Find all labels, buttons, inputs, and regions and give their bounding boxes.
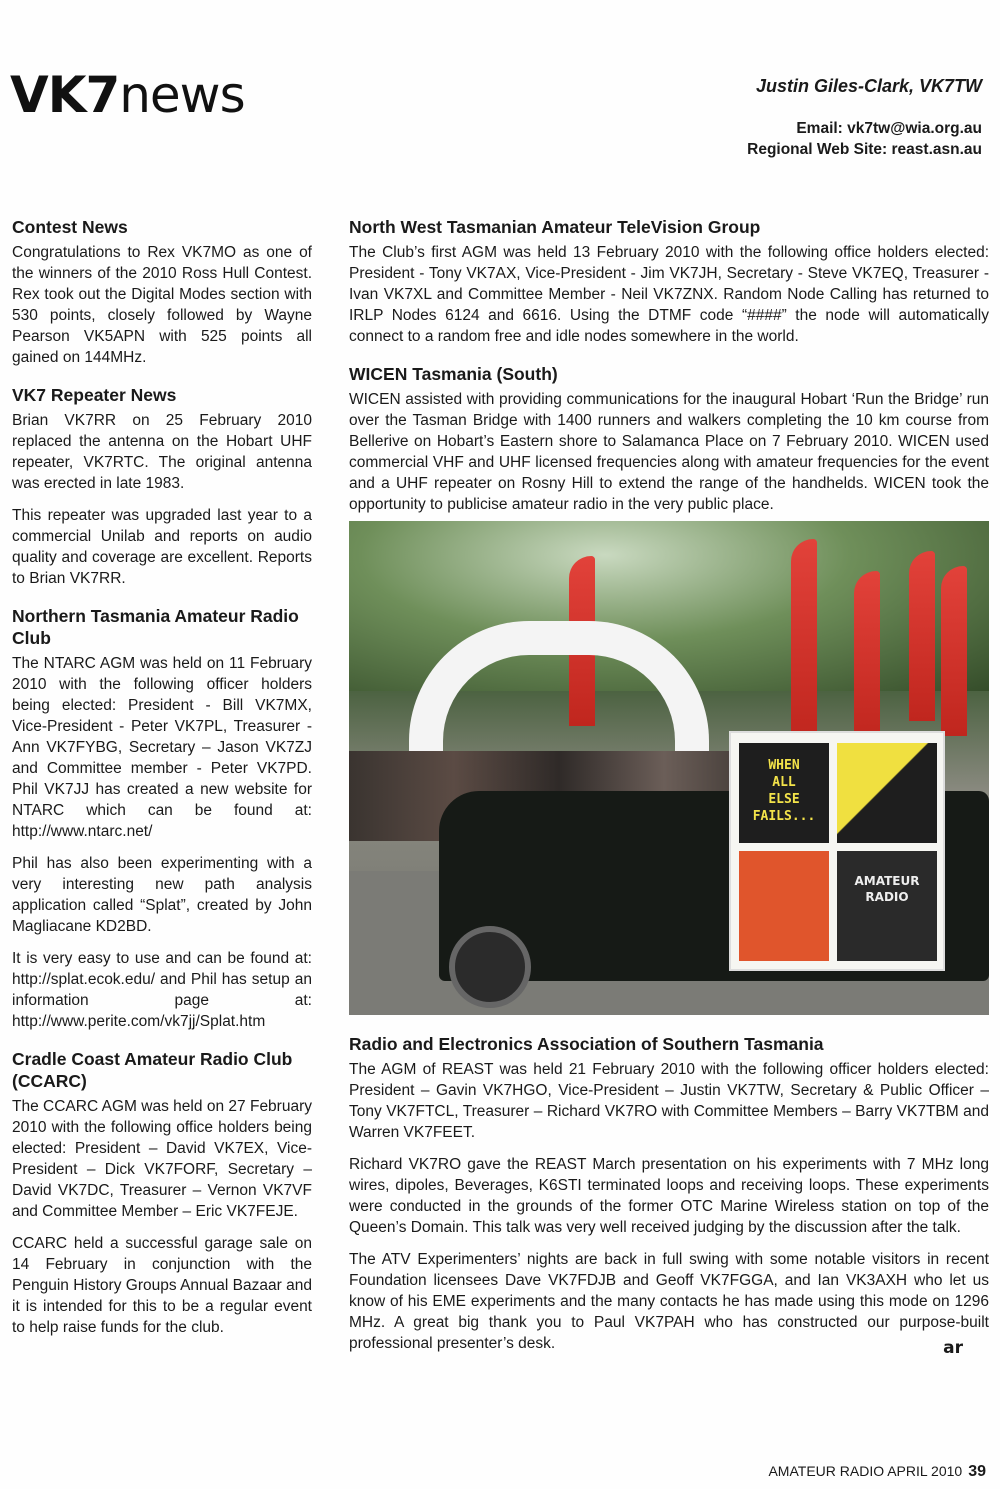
masthead-title-light: news (119, 66, 245, 124)
section-ccarc (12, 1048, 312, 1338)
right-column (349, 216, 989, 1370)
photo-amateur-radio-sign (729, 731, 945, 971)
page-footer (768, 1463, 986, 1481)
section-contest-news (12, 216, 312, 368)
paragraph: Congratulations to Rex VK7MO as one of the winners of the 2010 Ross Hull Contest. Rex took out the Digital Modes section with 530 points, closely followed by Wayne Pearson VK5APN with 525 points all gained on 144MHz. (12, 244, 312, 366)
photo-flag (854, 571, 880, 741)
author-byline: Justin Giles-Clark, VK7TW (755, 76, 982, 96)
section-heading: North West Tasmanian Amateur TeleVision Group (349, 217, 761, 237)
sign-lightning-panel (837, 743, 937, 843)
photo-wheel (449, 926, 531, 1008)
end-of-article-mark: ar (943, 1338, 963, 1358)
sign-panel-text: WHEN ALL ELSE FAILS... (739, 743, 829, 843)
paragraph: WICEN assisted with providing communications for the inaugural Hobart ‘Run the Bridge’ run over the Tasman Bridge with 1400 runners and walkers completing the 10 km course from Bellerive on Hobart’s Eastern shore to Salamanca Place on 7 February 2010. WICEN used commercial VHF and UHF licensed frequencies along with amateur frequencies for the event and a UHF repeater on Rosny Hill to extend the range of the handhelds. WICEN took the opportunity to publicise amateur radio in the very public place. (349, 391, 989, 513)
section-nwtatvg (349, 216, 989, 347)
contact-block (747, 118, 982, 160)
paragraph: The ATV Experimenters’ nights are back in full swing with some notable visitors in recent Foundation licensees Dave VK7FDJB and Geoff VK7FGGA, and Ian VK3AXH who let us know of his EME experiments and the many contacts he has made using this mode on 1296 MHz. A great big thank you to Paul VK7PAH who has constructed our purpose-built professional presenter’s desk. (349, 1251, 989, 1352)
section-reast (349, 1033, 989, 1358)
section-wicen (349, 363, 989, 515)
masthead (10, 66, 245, 126)
photo-flag (791, 539, 817, 739)
paragraph: This repeater was upgraded last year to a commercial Unilab and reports on audio quality and coverage are excellent. Reports to Brian VK7RR. (12, 507, 312, 587)
page-number: 39 (968, 1463, 986, 1480)
sign-antenna-panel (739, 851, 829, 961)
sign-amateur-radio-panel: AMATEUR RADIO (837, 851, 937, 961)
photo-flag (941, 566, 967, 736)
event-photo (349, 521, 989, 1015)
paragraph: Phil has also been experimenting with a very interesting new path analysis application called “Splat”, created by John Magliacane KD2BD. (12, 855, 312, 935)
paragraph: It is very easy to use and can be found at: http://splat.ecok.edu/ and Phil has setup an information page at: http://www.perite.com/vk7jj/Splat.htm (12, 950, 312, 1030)
paragraph: Richard VK7RO gave the REAST March presentation on his experiments with 7 MHz long wires, dipoles, Beverages, K6STI terminated loops and receiving loops. These experiments were conducted in the grounds of the former OTC Marine Wireless station on top of the Queen’s Domain. This talk was very well received judging by the discussion after the talk. (349, 1156, 989, 1236)
section-heading: Northern Tasmania Amateur Radio Club (12, 606, 299, 648)
section-ntarc (12, 605, 312, 1032)
paragraph: Brian VK7RR on 25 February 2010 replaced the antenna on the Hobart UHF repeater, VK7RTC. The original antenna was erected in late 1983. (12, 412, 312, 492)
photo-flag (909, 551, 935, 721)
section-heading: Radio and Electronics Association of Southern Tasmania (349, 1034, 824, 1054)
section-repeater-news (12, 384, 312, 589)
masthead-title-bold: VK7 (10, 66, 120, 124)
section-heading: Contest News (12, 217, 128, 237)
section-heading: Cradle Coast Amateur Radio Club (CCARC) (12, 1049, 293, 1091)
section-heading: WICEN Tasmania (South) (349, 364, 558, 384)
publication-name: AMATEUR RADIO APRIL 2010 (768, 1463, 963, 1479)
paragraph: CCARC held a successful garage sale on 14 February in conjunction with the Penguin History Groups Annual Bazaar and it is intended for this to be a regular event to help raise funds for the club. (12, 1235, 312, 1336)
paragraph: The NTARC AGM was held on 11 February 2010 with the following officer holders being elected: President - Bill VK7MX, Vice-President - Peter VK7PL, Treasurer - Ann VK7FYBG, Secretary – Jason VK7ZJ and Committee member - Peter VK7PD. Phil VK7JJ has created a new website for NTARC which can be found at: http://www.ntarc.net/ (12, 655, 312, 840)
paragraph: The AGM of REAST was held 21 February 2010 with the following officer holders elected: President – Gavin VK7HGO, Vice-President – Justin VK7TW, Secretary & Public Officer – Tony VK7FTCL, Treasurer – Richard VK7RO with Committee Members – Barry VK7TBM and Warren VK7FEET. (349, 1061, 989, 1141)
website-line: Regional Web Site: reast.asn.au (747, 141, 982, 158)
section-heading: VK7 Repeater News (12, 385, 177, 405)
paragraph: The CCARC AGM was held on 27 February 2010 with the following office holders being elected: President – David VK7EX, Vice-President – Dick VK7FORF, Secretary – David VK7DC, Treasurer – Vernon VK7VF and Committee Member – Eric VK7FEJE. (12, 1098, 312, 1220)
paragraph: The Club’s first AGM was held 13 February 2010 with the following office holders elected: President - Tony VK7AX, Vice-President - Jim VK7JH, Secretary - Steve VK7EQ, Treasurer - Ivan VK7XL and Committee Member - Neil VK7ZNX. Random Node Calling has returned to IRLP Nodes 6124 and 6616. Using the DTMF code “####” the node will automatically connect to a random free and idle nodes somewhere in the world. (349, 244, 989, 345)
email-line: Email: vk7tw@wia.org.au (796, 120, 982, 137)
left-column (12, 216, 312, 1354)
